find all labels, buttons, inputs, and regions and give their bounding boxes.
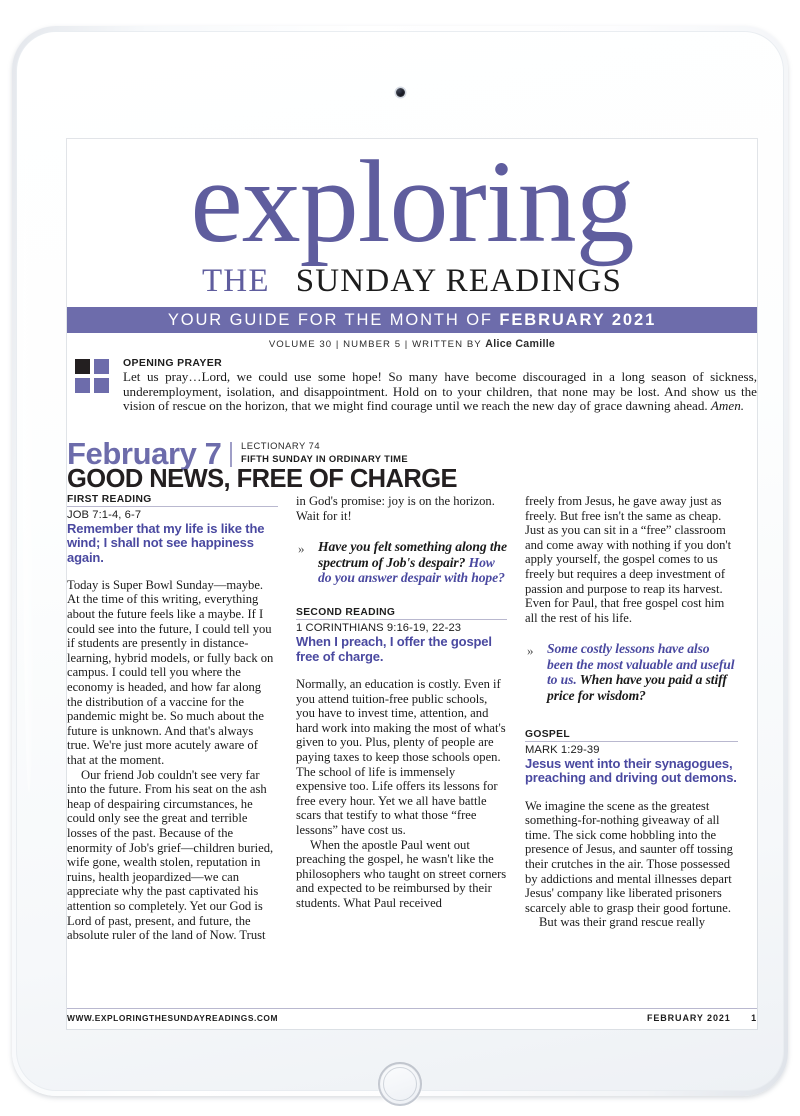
date-divider bbox=[230, 442, 232, 467]
masthead bbox=[67, 139, 757, 349]
publication-subtitle bbox=[67, 265, 757, 298]
footer-page-number: 1 bbox=[751, 1013, 757, 1023]
reflection-callout-text bbox=[318, 539, 507, 585]
column-three bbox=[525, 494, 738, 964]
second-reading-label: SECOND READING bbox=[296, 607, 396, 619]
issue-banner-text bbox=[168, 311, 656, 330]
front-camera-icon bbox=[396, 88, 405, 97]
opening-prayer-label: OPENING PRAYER bbox=[123, 357, 223, 369]
four-squares-icon bbox=[75, 359, 111, 395]
bezel-highlight-top bbox=[57, 35, 417, 51]
section-rule bbox=[296, 619, 507, 620]
newsletter-page bbox=[67, 139, 757, 1029]
opening-prayer-section bbox=[67, 357, 757, 423]
banner-issue-date: FEBRUARY 2021 bbox=[499, 310, 657, 329]
callout-dark-part: When have you paid a stiff price for wisdom? bbox=[547, 672, 727, 703]
callout-purple-part: How do you answer despair with hope? bbox=[318, 554, 505, 585]
guillemet-icon: » bbox=[298, 541, 305, 557]
footer-issue-date: FEBRUARY 2021 bbox=[646, 1013, 731, 1023]
square-top-right bbox=[94, 359, 109, 374]
page-footer bbox=[67, 1008, 757, 1023]
first-reading-label: FIRST READING bbox=[67, 494, 152, 505]
body-paragraph: Today is Super Bowl Sunday—maybe. At the time of this writing, everything about the future feels like a maybe. If I could see into the future, I could tell you if students are presently in distance-learning, hybrid models, or fully back on campus. I could tell you where the economy is headed, and how far along the distribution of a vaccine for the pandemic might be. So much about the future is unknown. And that's always true. We're just more acutely aware of that at the moment. bbox=[67, 577, 274, 768]
home-button-ring bbox=[383, 1067, 417, 1101]
body-paragraph: Our friend Job couldn't see very far into the future. From his seat on the ash heap of despairing circumstances, he could only see the great and terrible losses of the past. Because of the enormity of Job's grief—children buried, wife gone, wealth stolen, reputation in ruins, health jeopardized—we can appreciate why the past captivated his attention so completely. Yet our God is Lord of past, present, and future, the absolute ruler of the land of Now. Trust bbox=[67, 767, 274, 943]
section-rule bbox=[525, 741, 738, 742]
reflection-callout-one bbox=[296, 539, 507, 585]
page-title: GOOD NEWS, FREE OF CHARGE bbox=[67, 465, 458, 493]
first-reading-citation: JOB 7:1-4, 6-7 bbox=[67, 509, 142, 521]
opening-prayer-text bbox=[123, 370, 757, 414]
prayer-body: Let us pray…Lord, we could use some hope! So many have become discouraged in a long season of sickness, underemployment, isolation, and disappointment. Hold on to your children, that none may be lost. And show us the vision of rescue on the horizon, that we might find courage until we reach the new day of grace dawning ahead. bbox=[123, 369, 757, 414]
footer-rule bbox=[67, 1008, 757, 1009]
reflection-callout-two bbox=[525, 641, 738, 703]
liturgical-day-name: FIFTH SUNDAY IN ORDINARY TIME bbox=[241, 453, 408, 464]
bezel-highlight-side bbox=[23, 92, 35, 792]
column-one bbox=[67, 494, 278, 964]
reading-date: February 7 bbox=[67, 436, 222, 471]
tablet-screen[interactable] bbox=[67, 139, 757, 1029]
spacer bbox=[525, 703, 738, 729]
volume-line bbox=[67, 338, 757, 350]
body-paragraph: But was their grand rescue really bbox=[539, 915, 706, 930]
prayer-amen: Amen. bbox=[710, 398, 745, 414]
body-paragraph: in God's promise: joy is on the horizon. Wait for it! bbox=[296, 494, 495, 523]
second-reading-quote: When I preach, I offer the gospel free of charge. bbox=[296, 634, 492, 664]
column-two bbox=[296, 494, 507, 964]
body-paragraph: When the apostle Paul went out preaching the gospel, he wasn't like the philosophers who taught on street corners and expected to be reimbursed by their students. What Paul received bbox=[296, 837, 507, 910]
home-button[interactable] bbox=[378, 1062, 422, 1106]
second-reading-citation: 1 CORINTHIANS 9:16-19, 22-23 bbox=[296, 622, 462, 635]
square-top-left bbox=[75, 359, 90, 374]
author-name: Alice Camille bbox=[485, 338, 556, 350]
callout-purple-part: Some costly lessons have also been the most valuable and useful to us. bbox=[547, 641, 735, 688]
gospel-citation: MARK 1:29-39 bbox=[525, 743, 600, 756]
lectionary-number: LECTIONARY 74 bbox=[241, 440, 321, 451]
issue-banner bbox=[67, 307, 757, 333]
first-reading-quote: Remember that my life is like the wind; I shall not see happiness again. bbox=[67, 521, 265, 565]
volume-prefix: VOLUME 30 | NUMBER 5 | WRITTEN BY bbox=[268, 339, 486, 350]
section-rule bbox=[67, 506, 278, 507]
date-heading-block bbox=[67, 436, 757, 493]
tablet-device bbox=[12, 26, 788, 1096]
gospel-quote: Jesus went into their synagogues, preaching and driving out demons. bbox=[525, 755, 737, 786]
square-bottom-left bbox=[75, 378, 90, 393]
spacer bbox=[296, 585, 507, 607]
square-bottom-right bbox=[94, 378, 109, 393]
subtitle-the: THE bbox=[201, 263, 270, 299]
reflection-callout-text bbox=[547, 641, 738, 703]
banner-prefix: YOUR GUIDE FOR THE MONTH OF bbox=[167, 310, 500, 329]
callout-dark-part: Have you felt something along the spectrum of Job's despair? bbox=[318, 539, 507, 570]
footer-row bbox=[67, 1013, 757, 1023]
subtitle-sunday-readings: SUNDAY READINGS bbox=[295, 263, 623, 299]
body-paragraph: We imagine the scene as the greatest something-for-nothing giveaway of all time. The sick come hobbling into the presence of Jesus, and saunter off tossing their crutches in the air. Those possessed by addictions and mental illnesses depart Jesus' company like liberated prisoners scarcely able to grasp their good fortune. bbox=[525, 798, 733, 915]
footer-issue-and-page bbox=[647, 1013, 757, 1023]
article-columns bbox=[67, 494, 757, 964]
body-paragraph: freely from Jesus, he gave away just as freely. But free isn't the same as cheap. Just as you can sit in a “free” classroom and come away with nothing if you don't apply yourself, the gospel comes to us freely but requires a deep investment of passion and purpose to reap its harvest. Even for Paul, that free gospel cost him all the rest of his life. bbox=[525, 494, 732, 625]
body-paragraph: Normally, an education is costly. Even if you attend tuition-free public schools, you have to invest time, attention, and hard work into making the most of what's given to you. Plus, plenty of people are paying taxes to keep those schools open. The school of life is immensely expensive too. Life offers its lessons for free every hour. Yet we all have battle scars that testify to what those “free lessons” have cost us. bbox=[296, 677, 506, 837]
publication-wordmark: exploring bbox=[190, 139, 634, 267]
guillemet-icon: » bbox=[527, 643, 534, 659]
gospel-label: GOSPEL bbox=[525, 728, 571, 740]
footer-website-url[interactable]: WWW.EXPLORINGTHESUNDAYREADINGS.COM bbox=[67, 1013, 279, 1023]
